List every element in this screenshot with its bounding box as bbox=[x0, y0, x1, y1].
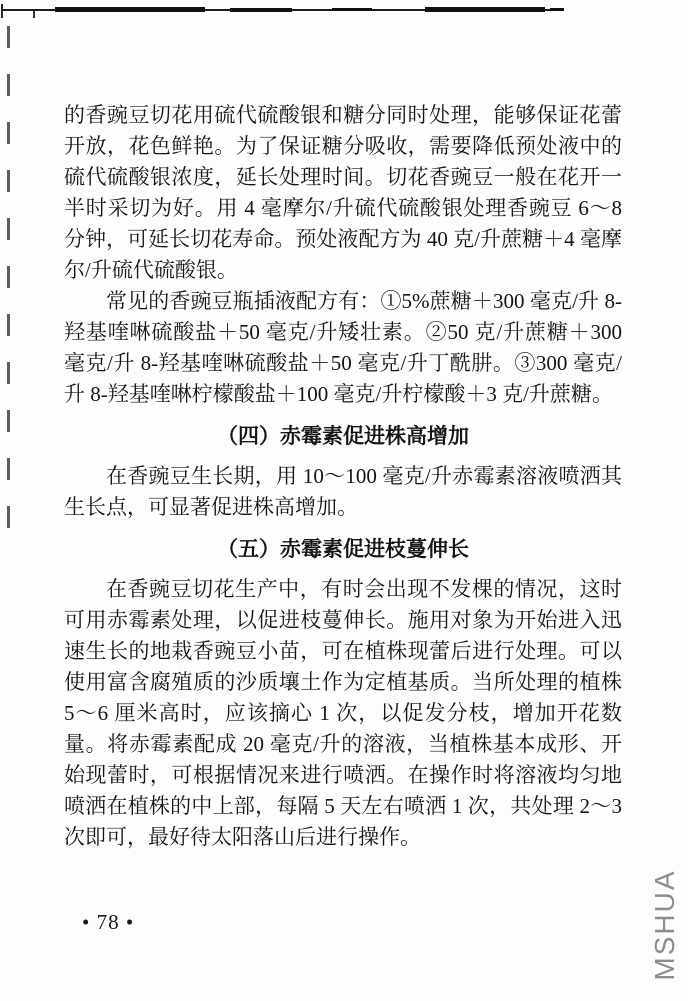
scan-artifact-ink-blob bbox=[332, 8, 372, 11]
scan-artifact-corner-tick bbox=[1, 4, 3, 18]
paragraph-vase-solution-recipes: 常见的香豌豆瓶插液配方有：①5%蔗糖＋300 毫克/升 8-羟基喹啉硫酸盐＋50 毫克/升矮壮素。②50 克/升蔗糖＋300 毫克/升 8-羟基喹啉硫酸盐＋50 毫克/升丁酰肼。③300 毫克/升 8-羟基喹啉柠檬酸盐＋100 毫克/升柠檬酸＋3 克/升蔗糖。 bbox=[64, 289, 622, 406]
section-heading-gibberellin-vine-elongation: （五）赤霉素促进枝蔓伸长 bbox=[217, 537, 469, 561]
watermark-mshua: MSHUA bbox=[649, 869, 680, 981]
scan-artifact-left-binding-marks bbox=[7, 26, 10, 546]
paragraph-gibberellin-vine-elongation: 在香豌豆切花生产中，有时会出现不发棵的情况，这时可用赤霉素处理，以促进枝蔓伸长。施用对象为开始进入迅速生长的地栽香豌豆小苗，可在植株现蕾后进行处理。可以使用富含腐殖质的沙质壤土作为定植基质。当所处理的植株 5～6 厘米高时，应该摘心 1 次，以促发分枝，增加开花数量。将赤霉素配成 20 毫克/升的溶液，当植株基本成形、开始现蕾时，可根据情况来进行喷洒。在操作时将溶液均匀地喷洒在植株的中上部，每隔 5 天左右喷洒 1 次，共处理 2～3 次即可，最好待太阳落山后进行操作。 bbox=[64, 577, 622, 849]
scan-artifact-ink-blob bbox=[425, 7, 545, 12]
scan-artifact-ink-blob bbox=[230, 8, 292, 12]
scan-artifact-ink-blob bbox=[550, 8, 564, 11]
scan-artifact-small-tick bbox=[33, 11, 35, 18]
scan-artifact-ink-blob bbox=[55, 7, 205, 12]
paragraph-gibberellin-plant-height: 在香豌豆生长期，用 10～100 毫克/升赤霉素溶液喷洒其生长点，可显著促进株高增加。 bbox=[64, 464, 622, 519]
page-number: • 78 • bbox=[82, 910, 135, 934]
section-heading-gibberellin-plant-height: （四）赤霉素促进株高增加 bbox=[217, 424, 469, 448]
scan-artifact-top-edge-line bbox=[2, 9, 562, 11]
page-body bbox=[64, 100, 622, 853]
paragraph-silver-thiosulfate-pretreatment: 的香豌豆切花用硫代硫酸银和糖分同时处理，能够保证花蕾开放，花色鲜艳。为了保证糖分吸收，需要降低预处液中的硫代硫酸银浓度，延长处理时间。切花香豌豆一般在花开一半时采切为好。用 4 毫摩尔/升硫代硫酸银处理香豌豆 6～8 分钟，可延长切花寿命。预处液配方为 40 克/升蔗糖＋4 毫摩尔/升硫代硫酸银。 bbox=[64, 103, 622, 282]
